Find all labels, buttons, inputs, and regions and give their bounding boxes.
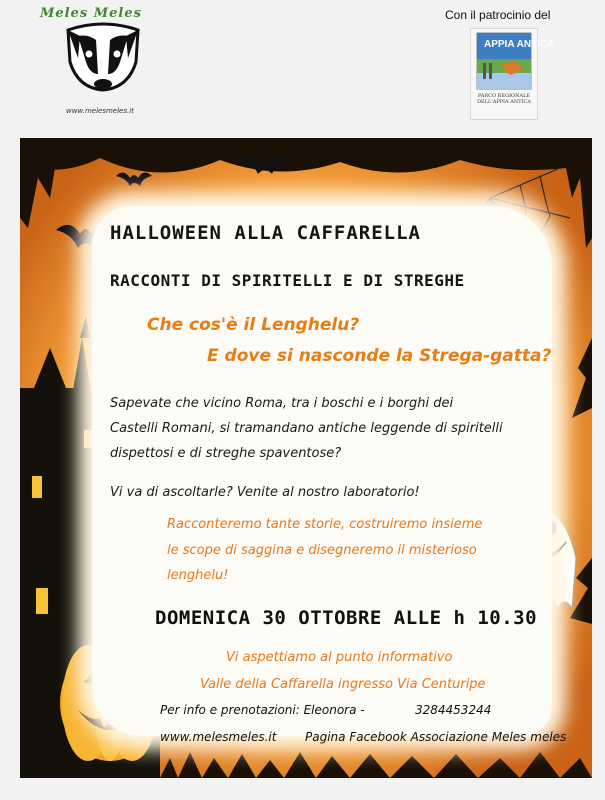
intro-line-3: dispettosi e di streghe spaventose? xyxy=(110,446,342,461)
question-lenghelu: Che cos'è il Lenghelu? xyxy=(147,315,360,335)
header xyxy=(0,0,605,135)
event-date-time: DOMENICA 30 OTTOBRE ALLE h 10.30 xyxy=(155,607,538,629)
park-caption-2: DELL'APPIA ANTICA xyxy=(477,99,531,105)
contact-label: Per info e prenotazioni: Eleonora - xyxy=(160,703,365,717)
poster-title: HALLOWEEN ALLA CAFFARELLA xyxy=(110,222,421,244)
park-logo-text: APPIA ANTICA xyxy=(484,39,555,50)
intro-line-1: Sapevate che vicino Roma, tra i boschi e i borghi dei xyxy=(110,396,454,411)
park-logo xyxy=(470,28,555,120)
brand-name: Meles Meles xyxy=(40,6,142,21)
poster-subtitle: RACCONTI DI SPIRITELLI E DI STREGHE xyxy=(110,271,465,290)
park-caption-1: PARCO REGIONALE xyxy=(477,93,531,99)
website-link[interactable]: www.melesmeles.it xyxy=(160,730,277,744)
activity-line-2: le scope di saggina e disegneremo il misterioso xyxy=(167,543,477,558)
activity-line-3: lenghelu! xyxy=(167,568,229,583)
brand-url: www.melesmeles.it xyxy=(66,107,134,115)
meeting-point-line-2: Valle della Caffarella ingresso Via Centuripe xyxy=(200,677,486,692)
facebook-page-link[interactable]: Pagina Facebook Associazione Meles meles xyxy=(305,730,567,744)
patronage-label: Con il patrocinio del xyxy=(445,8,551,22)
contact-phone[interactable]: 3284453244 xyxy=(415,703,492,717)
meeting-point-line-1: Vi aspettiamo al punto informativo xyxy=(226,650,453,665)
park-emblem-icon xyxy=(471,29,555,93)
badger-logo-icon xyxy=(58,22,148,92)
intro-line-2: Castelli Romani, si tramandano antiche leggende di spiritelli xyxy=(110,421,503,436)
question-strega-gatta: E dove si nasconde la Strega-gatta? xyxy=(207,346,552,366)
activity-line-1: Racconteremo tante storie, costruiremo insieme xyxy=(167,517,483,532)
invite-line: Vi va di ascoltarle? Venite al nostro laboratorio! xyxy=(110,485,420,500)
